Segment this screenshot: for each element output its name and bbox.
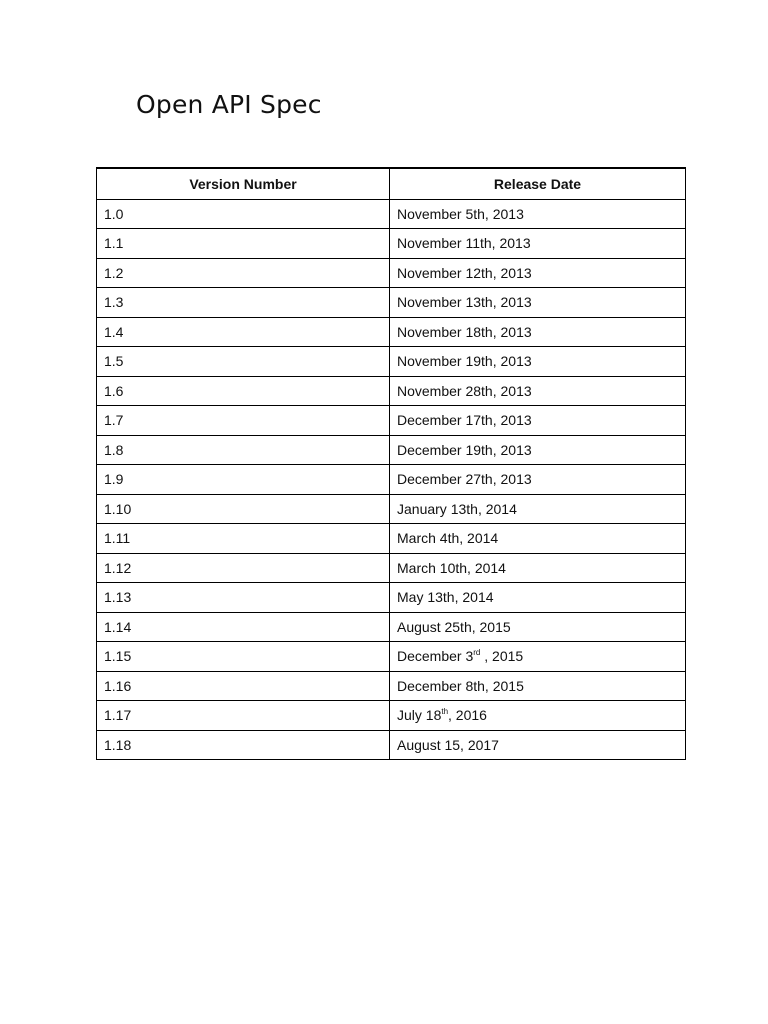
version-number-cell: 1.17 [97, 701, 390, 731]
release-date-cell: November 11th, 2013 [390, 229, 686, 259]
release-date-cell: May 13th, 2014 [390, 583, 686, 613]
release-date-text: July 18 [397, 707, 442, 724]
version-number-cell: 1.2 [97, 258, 390, 288]
release-date-cell [390, 701, 686, 731]
version-number-cell: 1.6 [97, 376, 390, 406]
version-number-cell: 1.13 [97, 583, 390, 613]
version-number-cell: 1.5 [97, 347, 390, 377]
release-date-year: , 2016 [448, 707, 487, 724]
table-row [97, 494, 686, 524]
release-date-cell: November 28th, 2013 [390, 376, 686, 406]
release-date-cell [390, 642, 686, 672]
release-date-cell: November 18th, 2013 [390, 317, 686, 347]
table-row [97, 317, 686, 347]
release-date-cell: November 5th, 2013 [390, 199, 686, 229]
version-number-cell: 1.12 [97, 553, 390, 583]
release-date-cell: November 12th, 2013 [390, 258, 686, 288]
table-row [97, 376, 686, 406]
release-history-table [96, 167, 686, 760]
table-row [97, 612, 686, 642]
table-row [97, 701, 686, 731]
table-row [97, 435, 686, 465]
version-number-cell: 1.14 [97, 612, 390, 642]
version-number-cell: 1.18 [97, 730, 390, 760]
release-date-cell: August 25th, 2015 [390, 612, 686, 642]
release-date-year: , 2015 [480, 648, 524, 665]
column-header-release-date: Release Date [390, 168, 686, 199]
table-row [97, 229, 686, 259]
release-date-text: December 3 [397, 648, 474, 665]
release-date-cell: November 19th, 2013 [390, 347, 686, 377]
table-row [97, 258, 686, 288]
release-date-cell: March 10th, 2014 [390, 553, 686, 583]
release-date-cell: August 15, 2017 [390, 730, 686, 760]
version-number-cell: 1.7 [97, 406, 390, 436]
table-row [97, 642, 686, 672]
table-row [97, 199, 686, 229]
release-date-cell: December 19th, 2013 [390, 435, 686, 465]
table-row [97, 730, 686, 760]
version-number-cell: 1.10 [97, 494, 390, 524]
table-row [97, 524, 686, 554]
release-date-cell: December 17th, 2013 [390, 406, 686, 436]
column-header-version: Version Number [97, 168, 390, 199]
release-date-cell: December 27th, 2013 [390, 465, 686, 495]
version-number-cell: 1.4 [97, 317, 390, 347]
table-header-row [97, 168, 686, 199]
table-row [97, 347, 686, 377]
version-number-cell: 1.11 [97, 524, 390, 554]
table-row [97, 671, 686, 701]
release-date-cell: March 4th, 2014 [390, 524, 686, 554]
version-number-cell: 1.3 [97, 288, 390, 318]
version-number-cell: 1.8 [97, 435, 390, 465]
version-number-cell: 1.15 [97, 642, 390, 672]
version-number-cell: 1.9 [97, 465, 390, 495]
table-body [97, 199, 686, 760]
release-date-cell: January 13th, 2014 [390, 494, 686, 524]
table-row [97, 288, 686, 318]
table-row [97, 465, 686, 495]
ordinal-suffix: rd [473, 648, 481, 658]
version-number-cell: 1.0 [97, 199, 390, 229]
ordinal-suffix: th [441, 707, 449, 717]
release-date-cell: December 8th, 2015 [390, 671, 686, 701]
release-date-cell: November 13th, 2013 [390, 288, 686, 318]
version-number-cell: 1.1 [97, 229, 390, 259]
table-row [97, 553, 686, 583]
table-row [97, 406, 686, 436]
page-title: Open API Spec [136, 90, 322, 119]
version-number-cell: 1.16 [97, 671, 390, 701]
table-row [97, 583, 686, 613]
